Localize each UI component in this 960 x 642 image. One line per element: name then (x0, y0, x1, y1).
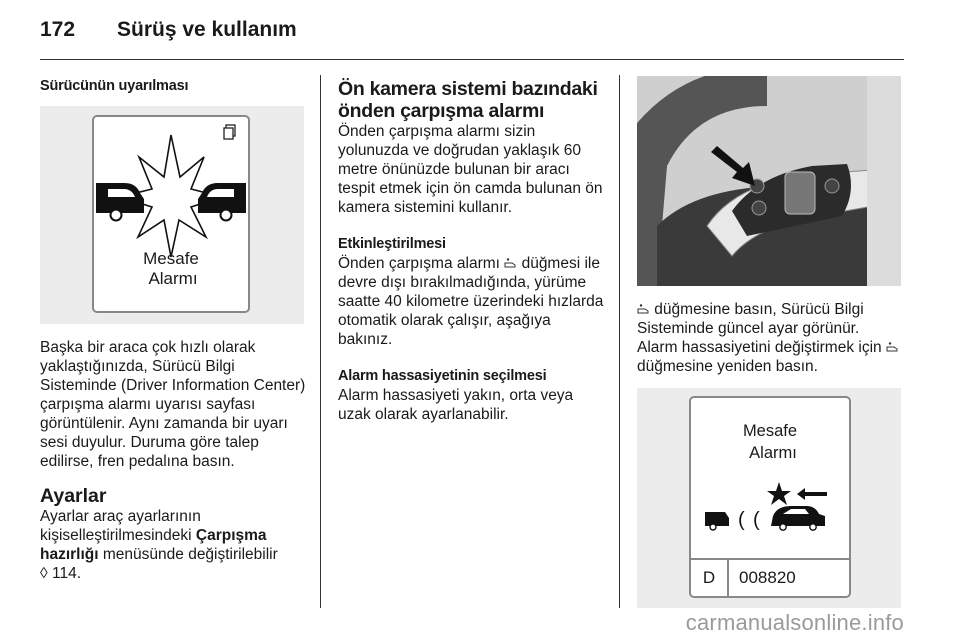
column-left (40, 76, 308, 593)
display-panel (92, 115, 250, 313)
menu-name-collision-prep: Çarpışma hazırlığı (40, 527, 267, 563)
figure-steering-wheel (637, 76, 901, 286)
paragraph-settings: Ayarlar araç ayarlarının kişiselleştirilmesindeki Çarpışma hazırlığı menüsünde değiştirilebilir ◊ 114. (40, 508, 278, 582)
distance-graphic (691, 480, 849, 540)
car-left-icon (96, 183, 144, 221)
gap-bracket-icon: ( (753, 509, 760, 531)
page-icon (224, 125, 235, 139)
front-car-icon (771, 506, 825, 530)
page-number: 172 (40, 18, 76, 41)
heading-front-camera: Ön kamera sistemi bazındaki önden çarpışma alarmı (338, 78, 598, 122)
column-right (637, 76, 902, 608)
paragraph-sensitivity: Alarm hassasiyeti yakın, orta veya uzak olarak ayarlanabilir. (338, 387, 574, 423)
page-header (40, 18, 904, 52)
control-switch (785, 172, 815, 214)
collision-alert-button-icon (504, 256, 517, 269)
figure-distance-alarm (40, 106, 304, 324)
paragraph-approach-warning: Başka bir araca çok hızlı olarak yaklaştığınızda, Sürücü Bilgi Sisteminde (Driver Information Center) çarpışma alarmı uyarısı sayfası görüntülenir. Aynı zamanda bir uyarı sesi duyulur. Duruma göre talep edilirse, fren pedalına basın. (40, 339, 306, 470)
car-right-icon (198, 183, 246, 221)
collision-alert-button-icon (637, 302, 650, 315)
odometer: 008820 (739, 568, 796, 587)
collision-alert-button-icon (886, 340, 899, 353)
display-label (691, 420, 849, 464)
arrow-left-icon (797, 488, 827, 500)
column-middle (338, 76, 608, 434)
header-divider (40, 59, 904, 60)
display-label (94, 249, 248, 289)
own-car-icon (705, 512, 729, 530)
status-row (691, 558, 849, 596)
page-title: Sürüş ve kullanım (117, 18, 297, 41)
display-label-line1: Mesafe (143, 249, 199, 268)
section-subhead-driver-warning: Sürücünün uyarılması (40, 78, 189, 94)
column-divider-2 (619, 75, 620, 608)
display-label-line1: Mesafe (742, 422, 798, 440)
gear-indicator: D (691, 560, 729, 596)
heading-settings: Ayarlar (40, 485, 107, 507)
star-icon (767, 482, 791, 505)
paragraph-press-button: düğmesine basın, Sürücü Bilgi Sisteminde güncel ayar görünür. Alarm hassasiyetini değiştirmek için düğmesine yeniden basın. (637, 300, 902, 376)
display-panel (689, 396, 851, 598)
figure-alarm-display (637, 388, 901, 608)
subhead-sensitivity: Alarm hassasiyetinin seçilmesi (338, 368, 547, 384)
page-ref-link[interactable]: 114. (47, 565, 81, 582)
subhead-activation: Etkinleştirilmesi (338, 236, 446, 252)
display-label-line2: Alarmı (749, 444, 797, 462)
page-ref-icon: ◊ (40, 565, 48, 582)
paragraph-front-camera: Önden çarpışma alarmı sizin yolunuzda ve doğrudan yaklaşık 60 metre önünüzde bulunan bir aracı tespit etmek için ön camda bulunan ön kamera sistemini kullanır. (338, 123, 603, 216)
watermark: carmanualsonline.info (685, 610, 904, 635)
display-label-line2: Alarmı (148, 269, 198, 288)
steering-wheel-graphic (637, 76, 901, 286)
paragraph-activation: Önden çarpışma alarmı düğmesi ile devre dışı bırakılmadığında, yürüme saatte 40 kilometre üzerindeki hızlarda otomatik olarak çalışır, aşağıya bakınız. (338, 255, 604, 348)
gap-bracket-icon: ( (738, 509, 745, 531)
column-divider-1 (320, 75, 321, 608)
